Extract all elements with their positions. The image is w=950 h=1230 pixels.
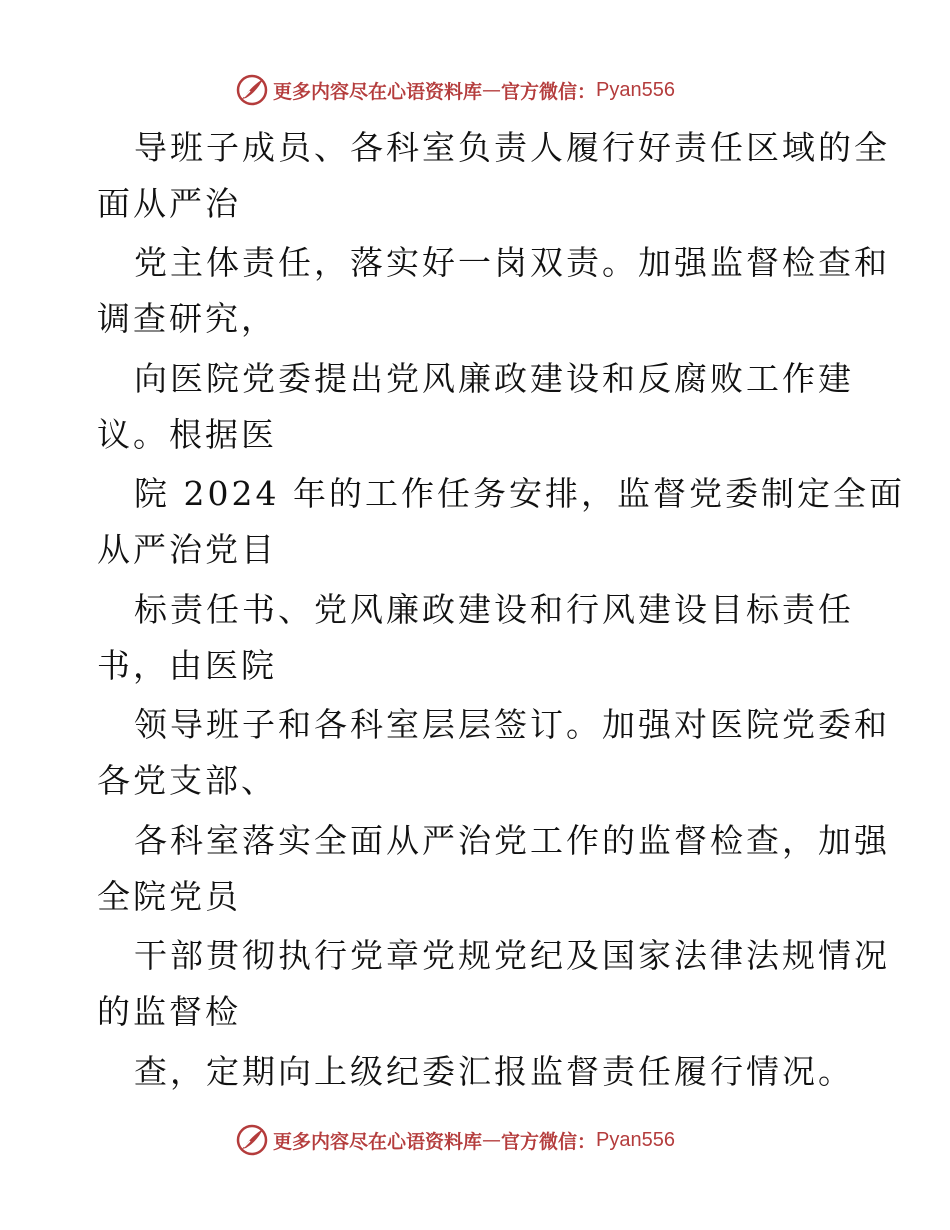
body-line: 各科室落实全面从严治党工作的监督检查，加强 xyxy=(134,821,890,860)
body-line: 标责任书、党风廉政建设和行风建设目标责任 xyxy=(134,590,854,629)
body-line: 院 2024 年的工作任务安排，监督党委制定全面 xyxy=(134,474,905,513)
watermark-label: 官方微信： xyxy=(501,1130,597,1153)
watermark-account: Pyan556 xyxy=(596,78,675,101)
body-line: 导班子成员、各科室负责人履行好责任区域的全 xyxy=(134,128,890,167)
watermark-main-text: 更多内容尽在心语资料库 xyxy=(273,1130,483,1153)
body-line: 全院党员 xyxy=(97,877,241,916)
watermark-banner-top xyxy=(235,73,675,107)
body-line: 从严治党目 xyxy=(97,530,277,569)
body-line: 向医院党委提出党风廉政建设和反腐败工作建 xyxy=(134,359,854,398)
body-line: 面从严治 xyxy=(97,184,241,223)
quill-pen-logo-icon xyxy=(235,1123,269,1157)
watermark-banner-bottom xyxy=(235,1123,675,1157)
watermark-main-text: 更多内容尽在心语资料库 xyxy=(273,80,483,103)
body-line: 各党支部、 xyxy=(97,761,277,800)
body-line: 干部贯彻执行党章党规党纪及国家法律法规情况 xyxy=(134,936,890,975)
watermark-account: Pyan556 xyxy=(596,1128,675,1151)
watermark-label: 官方微信： xyxy=(501,80,597,103)
body-line: 议。根据医 xyxy=(97,415,277,454)
quill-pen-logo-icon xyxy=(235,73,269,107)
body-line: 查，定期向上级纪委汇报监督责任履行情况。 xyxy=(134,1052,854,1091)
body-line: 书，由医院 xyxy=(97,646,277,685)
watermark-separator: — xyxy=(482,79,502,101)
body-line: 调查研究， xyxy=(97,299,277,338)
watermark-separator: — xyxy=(482,1129,502,1151)
body-line: 党主体责任，落实好一岗双责。加强监督检查和 xyxy=(134,243,890,282)
body-line: 领导班子和各科室层层签订。加强对医院党委和 xyxy=(134,705,890,744)
body-line: 的监督检 xyxy=(97,992,241,1031)
